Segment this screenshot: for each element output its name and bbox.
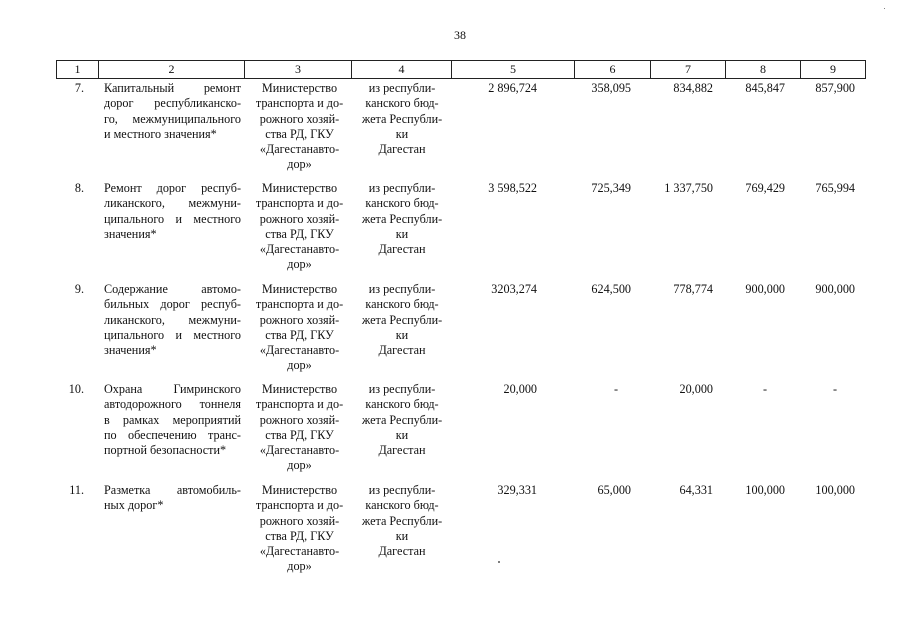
executor-line: дор» (287, 157, 312, 172)
name-line: портной безопасности* (104, 443, 227, 458)
value-col-5: 3203,274 (491, 282, 537, 296)
name-line: го, межмуниципального (104, 111, 241, 126)
row-source (358, 382, 446, 458)
value-col-9: 857,900 (815, 81, 855, 95)
executor-line: Министерство (261, 382, 338, 396)
executor-line: транспорта и до- (255, 297, 344, 312)
source-line: канского бюд- (365, 397, 439, 412)
source-line: жета Республи- (361, 412, 443, 427)
name-line: бильных дорог респуб- (104, 297, 241, 312)
name-line: значения* (104, 226, 157, 241)
row-name (104, 282, 241, 358)
table-header (56, 60, 866, 79)
source-line: канского бюд- (365, 196, 439, 211)
value-col-6: 725,349 (591, 181, 631, 195)
executor-line: рожного хозяй- (259, 211, 340, 226)
value-col-7: 20,000 (679, 382, 713, 396)
source-line: Дагестан (378, 142, 426, 157)
name-line: по обеспечению транс- (104, 427, 241, 442)
executor-line: транспорта и до- (255, 397, 344, 412)
header-col-4: 4 (351, 61, 451, 78)
source-line: жета Республи- (361, 312, 443, 327)
value-col-6: - (613, 382, 618, 396)
executor-line: ства РД, ГКУ (265, 226, 334, 241)
header-col-5: 5 (451, 61, 574, 78)
executor-line: ства РД, ГКУ (265, 528, 334, 543)
source-line: канского бюд- (365, 498, 439, 513)
header-col-7: 7 (650, 61, 725, 78)
executor-line: ства РД, ГКУ (265, 427, 334, 442)
source-line: из республи- (368, 181, 436, 195)
value-col-6: 358,095 (591, 81, 631, 95)
source-line: из республи- (368, 282, 436, 296)
name-line: Охрана Гимринского (104, 382, 241, 396)
name-line: ципального и местного (104, 327, 241, 342)
header-col-3: 3 (244, 61, 351, 78)
name-line: значения* (104, 343, 157, 358)
row-source (358, 282, 446, 358)
name-line: ципального и местного (104, 211, 241, 226)
executor-line: Министерство (261, 483, 338, 497)
name-line: Капитальный ремонт (104, 81, 241, 95)
executor-line: «Дагестанавто- (259, 544, 340, 559)
value-col-8: 900,000 (745, 282, 785, 296)
value-col-6: 65,000 (597, 483, 631, 497)
value-col-9: 900,000 (815, 282, 855, 296)
value-col-9: - (832, 382, 837, 396)
row-number: 7. (74, 81, 84, 95)
source-line: ки (395, 327, 409, 342)
value-col-9: 100,000 (815, 483, 855, 497)
source-line: Дагестан (378, 443, 426, 458)
source-line: ки (395, 427, 409, 442)
header-col-2: 2 (98, 61, 244, 78)
executor-line: дор» (287, 458, 312, 473)
value-col-6: 624,500 (591, 282, 631, 296)
source-line: из республи- (368, 382, 436, 396)
name-line: ных дорог* (104, 498, 164, 513)
page-number: 38 (454, 28, 466, 42)
value-col-8: 845,847 (745, 81, 785, 95)
executor-line: Министерство (261, 181, 338, 195)
row-number: 9. (74, 282, 84, 296)
header-col-9: 9 (800, 61, 866, 78)
executor-line: дор» (287, 358, 312, 373)
value-col-9: 765,994 (815, 181, 855, 195)
executor-line: «Дагестанавто- (259, 443, 340, 458)
executor-line: Министерство (261, 282, 338, 296)
row-number: 8. (74, 181, 84, 195)
executor-line: рожного хозяй- (259, 312, 340, 327)
source-line: жета Республи- (361, 111, 443, 126)
executor-line: «Дагестанавто- (259, 343, 340, 358)
value-col-7: 64,331 (679, 483, 713, 497)
source-line: ки (395, 528, 409, 543)
source-line: канского бюд- (365, 96, 439, 111)
executor-line: рожного хозяй- (259, 111, 340, 126)
row-name (104, 81, 241, 142)
executor-line: транспорта и до- (255, 498, 344, 513)
row-source (358, 181, 446, 257)
executor-line: дор» (287, 257, 312, 272)
source-line: из республи- (368, 81, 436, 95)
executor-line: «Дагестанавто- (259, 242, 340, 257)
row-number: 11. (69, 483, 84, 497)
row-name (104, 181, 241, 242)
value-col-7: 1 337,750 (664, 181, 713, 195)
executor-line: «Дагестанавто- (259, 142, 340, 157)
value-col-5: 329,331 (497, 483, 537, 497)
value-col-5: 20,000 (503, 382, 537, 396)
row-name (104, 483, 241, 514)
value-col-7: 778,774 (673, 282, 713, 296)
source-line: ки (395, 126, 409, 141)
value-col-8: - (762, 382, 767, 396)
name-line: Содержание автомо- (104, 282, 241, 296)
row-executor (252, 282, 347, 374)
source-line: Дагестан (378, 544, 426, 559)
name-line: Ремонт дорог респуб- (104, 181, 241, 195)
row-executor (252, 81, 347, 173)
source-line: жета Республи- (361, 513, 443, 528)
source-line: Дагестан (378, 242, 426, 257)
source-line: Дагестан (378, 343, 426, 358)
name-line: автодорожного тоннеля (104, 397, 241, 412)
name-line: ликанского, межмуни- (104, 196, 241, 211)
value-col-5: 3 598,522 (488, 181, 537, 195)
row-source (358, 81, 446, 157)
header-col-8: 8 (725, 61, 800, 78)
executor-line: транспорта и до- (255, 96, 344, 111)
executor-line: Министерство (261, 81, 338, 95)
source-line: канского бюд- (365, 297, 439, 312)
source-line: жета Республи- (361, 211, 443, 226)
name-line: Разметка автомобиль- (104, 483, 241, 497)
row-executor (252, 483, 347, 575)
executor-line: ства РД, ГКУ (265, 327, 334, 342)
header-col-1: 1 (56, 61, 98, 78)
header-col-6: 6 (574, 61, 650, 78)
name-line: и местного значения* (104, 126, 217, 141)
name-line: в рамках мероприятий (104, 412, 241, 427)
row-name (104, 382, 241, 458)
value-col-5: 2 896,724 (488, 81, 537, 95)
source-line: из республи- (368, 483, 436, 497)
executor-line: транспорта и до- (255, 196, 344, 211)
row-source (358, 483, 446, 559)
row-executor (252, 382, 347, 474)
name-line: дорог республиканско- (104, 96, 241, 111)
value-col-7: 834,882 (673, 81, 713, 95)
row-number: 10. (68, 382, 84, 396)
scan-speck (884, 8, 885, 9)
name-line: ликанского, межмуни- (104, 312, 241, 327)
value-col-8: 100,000 (745, 483, 785, 497)
executor-line: дор» (287, 559, 312, 574)
row-executor (252, 181, 347, 273)
executor-line: ства РД, ГКУ (265, 126, 334, 141)
source-line: ки (395, 226, 409, 241)
value-col-8: 769,429 (745, 181, 785, 195)
scan-speck (498, 561, 500, 563)
executor-line: рожного хозяй- (259, 412, 340, 427)
executor-line: рожного хозяй- (259, 513, 340, 528)
